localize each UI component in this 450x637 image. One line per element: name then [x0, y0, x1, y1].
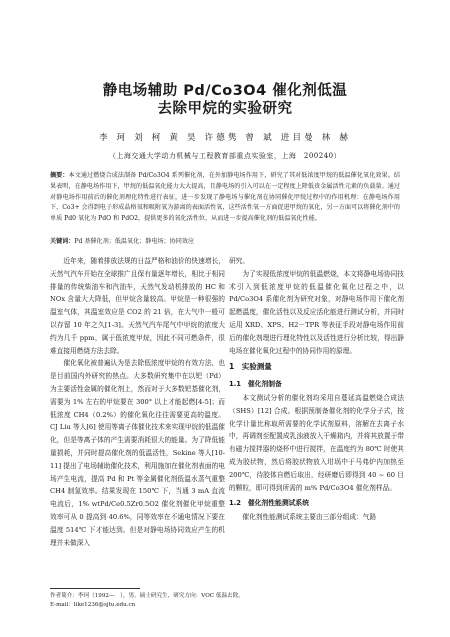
author-email: E-mail：like1236@sjtu.edu.cn [50, 601, 136, 608]
title-line-2: 去除甲烷的实验研究 [157, 101, 293, 117]
footnote [50, 592, 400, 609]
affiliation: （上海交通大学动力机械与工程教育部重点实验室，上海 200240） [108, 152, 342, 160]
paper-title [0, 82, 450, 118]
author-info: 作者简介：李珂（1992— ），男，硕士研究生，研究方向：VOC 低温去除。 [50, 593, 244, 599]
section-heading-1: 1 实验测量 [229, 362, 272, 372]
abstract-label: 摘要： [50, 172, 69, 179]
method-paragraph-1: 本文测试分析的催化剂均采用自蔓延高温燃烧合成法（SHS）[12] 合成。根据预制备催化剂的化学分子式，按化学计量比称取所需要的化学试剂原料，溶解在去离子水中，再调剂至配置成乳浊液放入干燥箱内，并将其放置于带有磁力搅拌器的烧杯中进行搅拌，在温度约为 80℃ 时使其成为胶状物，然后将胶状物放入坩埚中于马弗炉内加热至 200℃，待胶体自燃后取出，经研磨后即得到 40 ~ 60 目的颗粒，即可得到所需的 m% Pd/Co3O4 催化剂样品。 [229, 393, 404, 492]
keywords-label: 关键词： [50, 238, 75, 245]
intro-paragraph-2: 催化氧化被普遍认为是去除低浓度甲烷的有效方法，也是目前国内外研究的热点。大多数研究集中在以钯（Pd）为主要活性金属的催化剂上，然而对于大多数钯基催化剂，需要为 1% 左右的甲烷要在 300° 以上才能起燃[4-5]；而低浓度 CH4（0.2%）的催化氧化往往需要更高的温度。CJ Liu 等人[6] 使用等离子体催化技术来实现甲烷的低温催化，但是等离子体的产生需要消耗很大的能量。为了降低能量损耗，并同时提高催化剂的低温活性，Sekine 等人[10-11] 提出了电场辅助催化技术，利用施加在催化剂表面的电场产生电流，提高 Pd 和 Pt 等金属催化剂低温水蒸气重整 CH4 制氢效率。结果发现在 150℃ 下，当通 3 mA 直流电流后，1% wtPd/Ce0.5Zr0.5O2 催化剂催化甲烷重整效率可从 0 提高到 40.6%，同等效率在不通电情况下要在温度 514℃ 下才能达到。但是对静电场协同效应产生的机理并未做深入 [50, 359, 225, 547]
intro-paragraph-4: 为了实现低浓度甲烷的低温燃烧，本文将静电场协同技术引入到低浓度甲烷的低温催化氧化过程之中，以 Pd/Co3O4 系催化剂为研究对象，对静电场作用下催化剂起燃温度，催化活性以及反应活化能进行测试分析，并同时运用 XRD、XPS、H2－TPR 等表征手段对静电场作用前后的催化剂理进行理化特性以及活性进行分析比较，得出静电场在催化氧化过程中的协同作用的原理。 [229, 269, 404, 355]
keywords-text: Pd 基催化剂；低温氧化；静电场；协同效应 [74, 238, 195, 245]
subsection-heading-1-1: 1.1 催化剂制备 [229, 380, 282, 389]
subsection-heading-1-2: 1.2 催化剂性能测试系统 [229, 499, 310, 508]
method-paragraph-2: 催化剂性能测试系统主要由三部分组成：气路 [242, 513, 377, 522]
right-column [229, 255, 404, 524]
footnote-divider [50, 588, 140, 589]
author-list: 李 珂 刘 柯 黄 昊 许德隽 曾 斌 进目曼 林 赫 [98, 133, 352, 143]
title-line-1: 静电场辅助 Pd/Co3O4 催化剂低温 [102, 83, 348, 99]
intro-paragraph-3: 研究。 [229, 257, 250, 265]
abstract [50, 171, 400, 225]
intro-paragraph-1: 近年来，随着排放法规的日益严格和油价的快速增长，天然气汽车开始在全球推广且保有量逐年增长，相比于相同排量的传统柴油车和汽油车，天然气发动机排放的 HC 和 NOx 含量大大降低，但甲烷含量较高。甲烷是一种很强的温室气体，其温室效应是 CO2 的 21 倍，在大气中一般可以存留 10 年之久[1-3]。天然气汽车尾气中甲烷的浓度大约为几千 ppm，属于低浓度甲烷，因此不同可燃条件，很难直接用燃烧方法去除。 [50, 257, 225, 355]
abstract-text: 本文通过燃烧合成法制备 Pd/Co3O4 系列催化剂，在外加静电场作用下，研究了其对低浓度甲烷的低温催化氧化效果。结果表明，在静电场作用下，甲烷的低温氧化能力大大提高，且静电场的引入可以在一定程度上降低贵金属活性元素的负载量。通过对静电场作用前后的催化剂理化特性进行表征，进一步发现了静电场与催化剂在协同催化甲烷过程中的作用机理：在静电场作用下，Co3+ 会得到电子形成晶格氧和吸附氧为游离的表面活性氧，这些活性氧一方面促进甲烷的氧化，另一方面可以将催化剂中的单质 Pd0 氧化为 PdO 和 PdO2，提供更多的氧化活性位，从而进一步提高催化剂的低温氧化性能。 [50, 172, 401, 223]
keywords [50, 237, 400, 247]
left-column [50, 255, 225, 549]
